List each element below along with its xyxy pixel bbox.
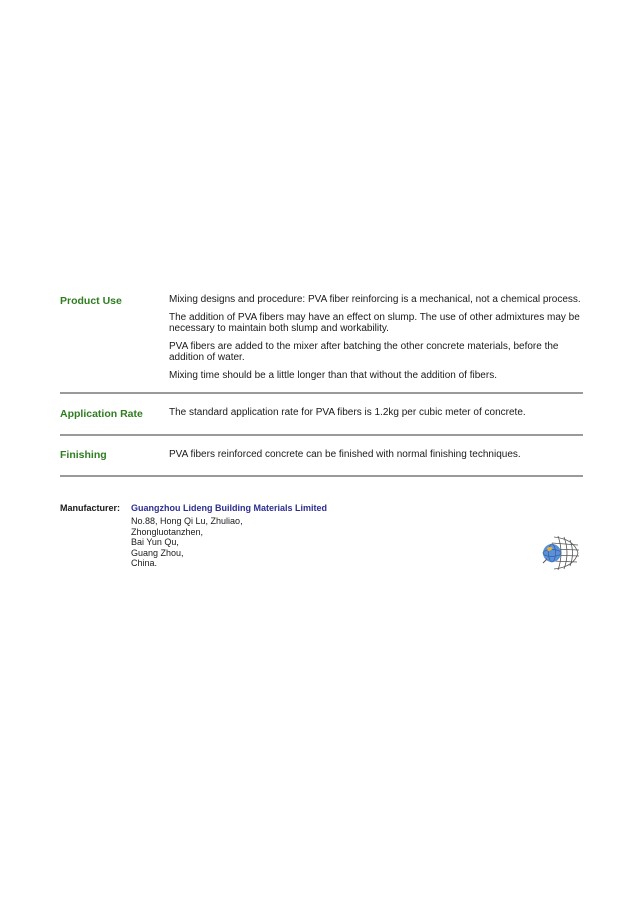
section-label: Product Use xyxy=(60,295,122,307)
address-line: Bai Yun Qu, xyxy=(131,537,179,547)
address-line: No.88, Hong Qi Lu, Zhuliao, xyxy=(131,516,243,526)
section-label: Finishing xyxy=(60,449,107,461)
manufacturer-name: Guangzhou Lideng Building Materials Limited xyxy=(131,503,328,513)
section-body xyxy=(169,294,583,381)
section-product-use xyxy=(60,288,583,394)
paragraph: PVA fibers reinforced concrete can be finished with normal finishing techniques. xyxy=(169,449,521,460)
section-finishing xyxy=(60,436,583,477)
globe-grid-logo-icon xyxy=(540,535,580,571)
section-body xyxy=(169,449,583,462)
manufacturer-label: Manufacturer: xyxy=(60,503,121,513)
address-line: Zhongluotanzhen, xyxy=(131,526,204,537)
address-line: Guang Zhou, xyxy=(131,547,184,558)
paragraph: The standard application rate for PVA fibers is 1.2kg per cubic meter of concrete. xyxy=(169,407,526,418)
manufacturer-address xyxy=(131,516,243,569)
paragraph: The addition of PVA fibers may have an effect on slump. The use of other admixtures may be necessary to maintain both slump and workability. xyxy=(169,312,580,334)
section-label: Application Rate xyxy=(60,408,143,420)
section-body xyxy=(169,407,583,421)
spec-sections xyxy=(60,288,583,477)
paragraph: PVA fibers are added to the mixer after batching the other concrete materials, before the addition of water. xyxy=(169,341,559,363)
paragraph: Mixing designs and procedure: PVA fiber reinforcing is a mechanical, not a chemical process. xyxy=(169,294,581,305)
address-line: China. xyxy=(131,558,158,568)
paragraph: Mixing time should be a little longer than that without the addition of fibers. xyxy=(169,370,497,381)
section-application-rate xyxy=(60,394,583,436)
